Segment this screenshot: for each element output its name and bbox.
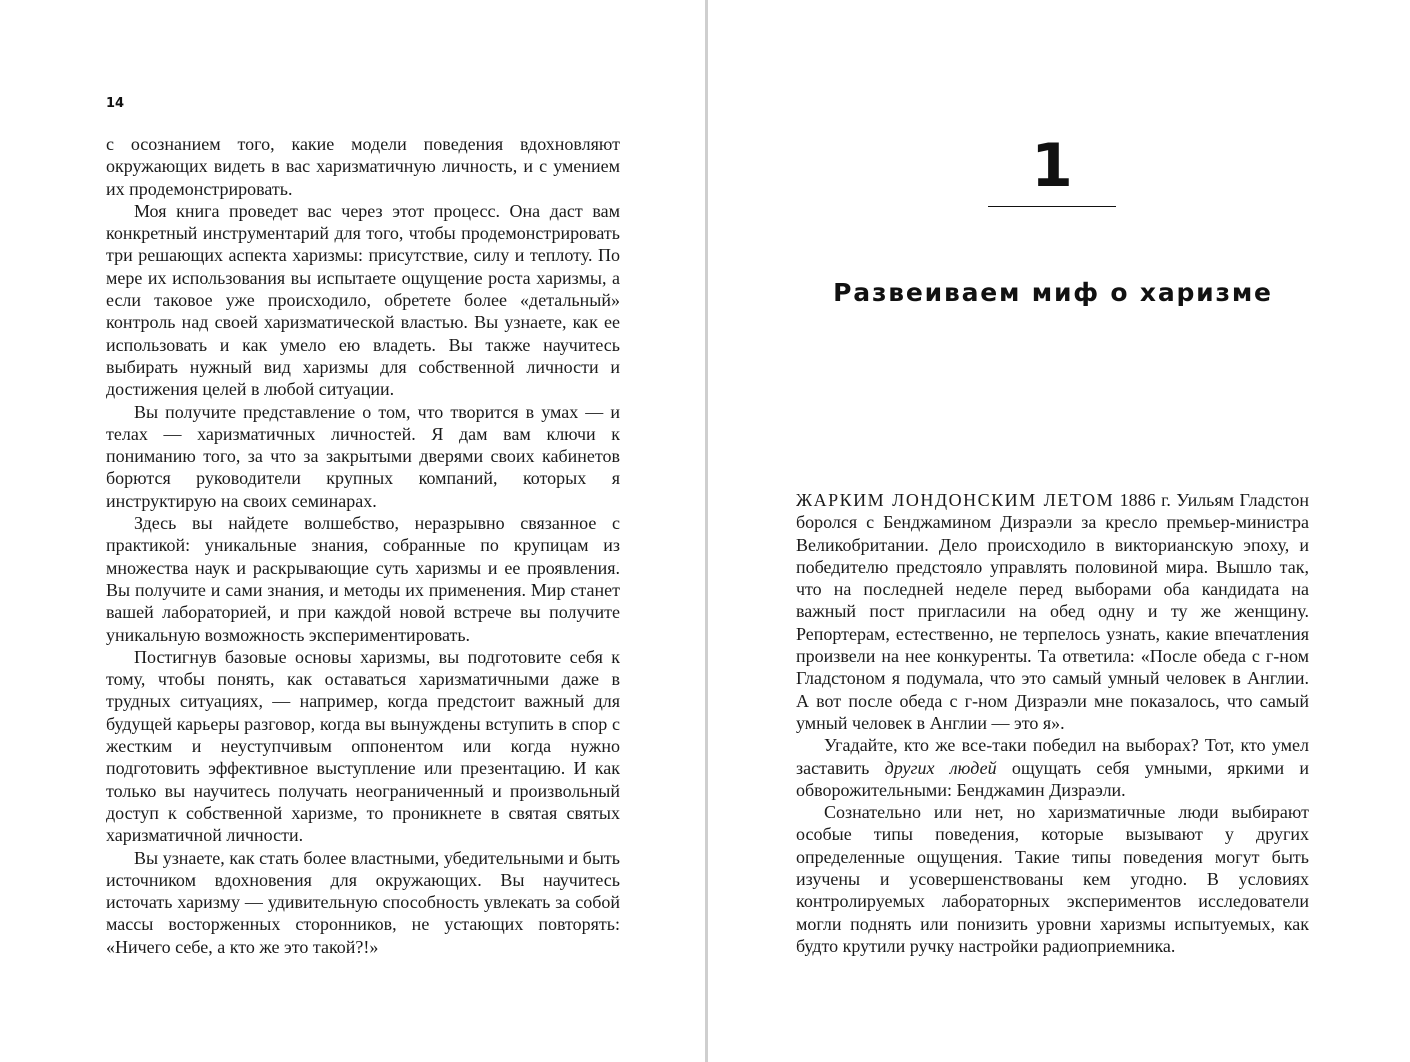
paragraph: Моя книга проведет вас через этот процесс. Она даст вам конкретный инструментарий для того, чтобы продемонстрировать три решающих аспекта харизмы: присутствие, силу и теплоту. По мере их использования вы испытаете ощущение роста харизмы, а если таковое уже происходило, обретете более «детальный» контроль над своей харизматической властью. Вы узнаете, как ее использовать и как умело ею владеть. Вы также научитесь выбирать нужный вид харизмы для собственной личности и достижения целей в любой ситуации. bbox=[106, 200, 620, 400]
left-page-text bbox=[106, 133, 620, 958]
paragraph bbox=[796, 489, 1309, 734]
paragraph bbox=[796, 734, 1309, 801]
paragraph-text: 1886 г. Уильям Гладстон боролся с Бенджамином Дизраэли за кресло премьер-министра Великобритании. Дело происходило в викторианскую эпоху, и победителю предстояло управлять половиной мира. Вышло так, что на последней неделе перед выборами оба кандидата на важный пост пригласили на обед одну и ту же женщину. Репортерам, естественно, не терпелось узнать, какие впечатления произвели на нее конкуренты. Та ответила: «После обеда с г-ном Гладстоном я подумала, что это самый умный человек в Англии. А вот после обеда с г-ном Дизраэли мне показалось, что самый умный человек в Англии — это я». bbox=[796, 490, 1309, 733]
chapter-title: Развеиваем миф о харизме bbox=[833, 278, 1273, 307]
page-number: 14 bbox=[106, 96, 125, 111]
chapter-divider bbox=[988, 206, 1116, 207]
right-page bbox=[708, 0, 1410, 1062]
right-page-text bbox=[796, 489, 1309, 957]
paragraph: Сознательно или нет, но харизматичные люди выбирают особые типы поведения, которые вызывают у других определенные ощущения. Такие типы поведения могут быть изучены и усовершенствованы кем угодно. В условиях контролируемых лабораторных экспериментов исследователи могли поднять или понизить уровни харизмы испытуемых, как будто крутили ручку настройки радиоприемника. bbox=[796, 802, 1309, 956]
paragraph: Вы получите представление о том, что творится в умах — и телах — харизматичных личностей. Я дам вам ключи к пониманию того, за что за закрытыми дверями своих кабинетов борются руководители крупных компаний, которых я инструктирую на своих семинарах. bbox=[106, 401, 620, 511]
paragraph: с осознанием того, какие модели поведения вдохновляют окружающих видеть в вас харизматичную личность, и с умением их продемонстрировать. bbox=[106, 134, 620, 199]
chapter-number: 1 bbox=[1031, 131, 1073, 201]
paragraph: Здесь вы найдете волшебство, неразрывно связанное с практикой: уникальные знания, собранные по крупицам из множества наук и раскрывающие суть харизмы и ее проявления. Вы получите и сами знания, и методы их применения. Мир станет вашей лабораторией, и при каждой новой встрече вы получите уникальную возможность экспериментировать. bbox=[106, 513, 620, 645]
paragraph-text: ощущать себя умными, яркими и обворожительными: Бенджамин Дизраэли. bbox=[796, 757, 1309, 800]
paragraph-text: Угадайте, кто же все-таки победил на выборах? Тот, кто умел заставить bbox=[796, 735, 1309, 778]
emphasis-text: других людей bbox=[884, 757, 997, 778]
paragraph: Постигнув базовые основы харизмы, вы подготовите себя к тому, чтобы понять, как оставаться харизматичными даже в трудных ситуациях, — например, когда предстоит важный для будущей карьеры разговор, когда вы вынуждены вступить в спор с жестким и неуступчивым оппонентом или когда нужно подготовить эффективное выступление или презентацию. И как только вы научитесь получать неограниченный и произвольный доступ к собственной харизме, то проникнете в святая святых харизматичной личности. bbox=[106, 646, 620, 846]
lead-in-caps: ЖАРКИМ ЛОНДОНСКИМ ЛЕТОМ bbox=[796, 490, 1115, 510]
paragraph: Вы узнаете, как стать более властными, убедительными и быть источником вдохновения для окружающих. Вы научитесь источать харизму — удивительную способность увлекать за собой массы восторженных сторонников, не устающих повторять: «Ничего себе, а кто же это такой?!» bbox=[106, 847, 620, 957]
